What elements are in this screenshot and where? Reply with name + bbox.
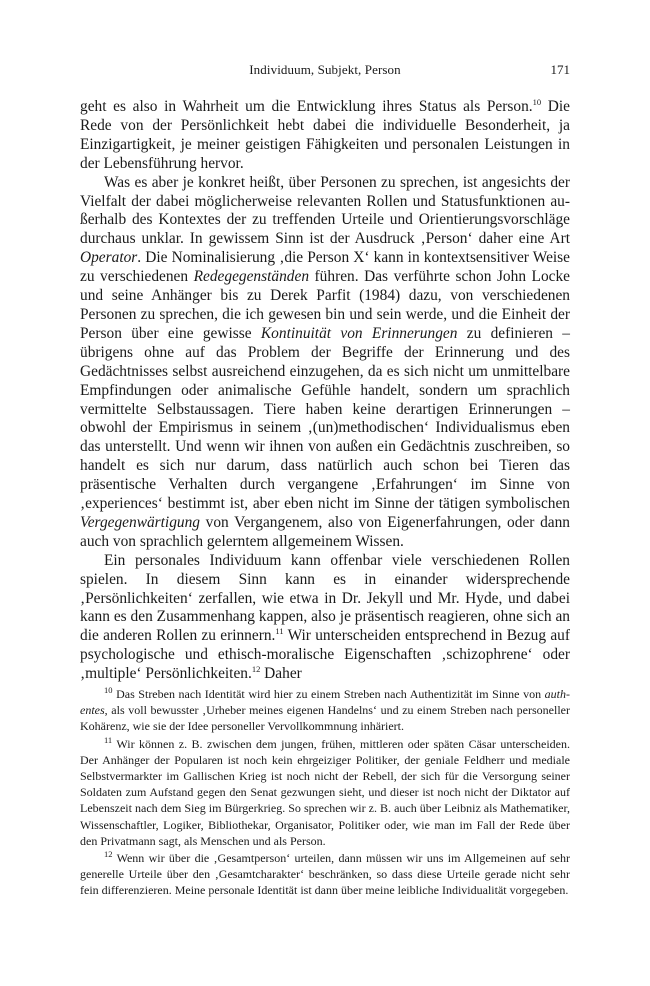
emphasis: Kontinuität von Erinnerungen [260, 324, 458, 342]
text-run: Die Rede von der Persönlichkeit hebt dabei die individuelle Besonderheit, ja Einzigartigkeit, je meiner geistigen Fähigkeiten und personalen Leistungen in der Lebensführung hervor. [80, 98, 570, 172]
text-run: Daher [260, 665, 302, 683]
paragraph-3 [80, 552, 570, 684]
text-run: zu definieren – übrigens ohne auf das Problem der Begriffe der Erinnerung und des Gedächtnisses selbst ausreichend einzugehen, da es sich nicht um unmittelbare Empfindungen oder animalische Gefühle handelt, sondern um sprachlich vermittelte Selbstaussagen. Tiere haben keine derartigen Erinnerungen – obwohl der Empirismus in seinem ‚(un)methodischen‘ Individualismus eben das unterstellt. Und wenn wir ihnen von außen ein Gedächtnis zuschreiben, so handelt es sich nur darum, dass natürlich auch schon bei Tieren das präsentische Verhalten durch vergangene ‚Erfahrungen‘ im Sinne von ‚experiences‘ bestimmt ist, aber eben nicht im Sinne der tätigen symbolischen [80, 324, 571, 513]
footnote-marker: 11 [275, 626, 284, 637]
text-run: von Vergangenem, also von Eigenerfahrungen, oder dann auch von sprachlich gelerntem allgemeinem Wissen. [80, 513, 570, 550]
running-title: Individuum, Subjekt, Person [249, 62, 401, 77]
footnote-text: Wenn wir über die ‚Gesamtperson‘ urteilen, dann müssen wir uns im Allgemeinen auf sehr generelle Urteile über den ‚Gesamtcharakter‘ beschränken, so dass diese Urteile gerade nicht sehr fein differenzieren. Meine personale Identität ist dann über meine leibliche Individualität vorgegeben. [80, 851, 570, 898]
footnote-11 [80, 736, 570, 849]
footnote-text: Wir können z. B. zwischen dem jungen, frühen, mittleren oder späten Cäsar unterscheiden. Der Anhänger der Popularen ist noch kein ehrgeiziger Politiker, der geniale Feldherr und mediale Selbstvermarkter im Gallischen Krieg ist noch nicht der Rebell, der sich für die Versorgung seiner Soldaten zum Aufstand gegen den Senat gezwungen sieht, und dieser ist noch nicht der Diktator auf Lebenszeit nach dem Sieg im Bürgerkrieg. So sprechen wir z. B. auch über Leibniz als Mathematiker, Wissenschaftler, Logiker, Bibliothekar, Organisator, Politiker oder, wie man im Fall der Rede über den Privatmann sagt, als Menschen und als Person. [80, 736, 570, 848]
paragraph-1 [80, 98, 570, 174]
footnote-number: 11 [104, 734, 113, 745]
main-text [80, 98, 570, 684]
text-run: Was es aber je konkret heißt, über Personen zu sprechen, ist angesichts der Vielfalt der dabei möglicherweise relevanten Rollen und Statusfunktionen außerhalb des Kontextes der zu treffenden Urteile und Orientierungsvorschläge durchaus unklar. In gewissem Sinn ist der Ausdruck ‚Person‘ daher eine Art [80, 173, 570, 248]
footnote-10 [80, 686, 570, 735]
footnote-text: Das Streben nach Identität wird hier zu einem Streben nach Authentizität im Sinne von [112, 687, 545, 701]
text-run: Wir unterscheiden entsprechend in Bezug auf psychologische und ethisch-moralische Eigenschaften ‚schizophrene‘ oder ‚multiple‘ Persönlichkeiten. [80, 627, 570, 683]
emphasis: authentes [80, 687, 570, 718]
footnote-text: , als voll bewusster ‚Urheber meines eigenen Handelns‘ und zu einem Streben nach personeller Kohärenz, wie sie der Idee personeller Vervollkommnung inhäriert. [80, 703, 570, 734]
running-header [80, 62, 570, 82]
text-run: Ein personales Individuum kann offenbar viele verschiedenen Rollen spielen. In diesem Sinn kann es in einander widersprechende ‚Persönlichkeiten‘ zerfallen, wie etwa in Dr. Jekyll und Mr. Hyde, und dabei kann es den Zusammenhang kappen, also je präsentisch reagieren, ohne sich an die anderen Rollen zu erinnern. [80, 551, 570, 645]
emphasis: Vergegenwärtigung [80, 513, 200, 531]
text-run: . Die Nominalisierung ‚die Person X‘ kann in kontextsensitiver Weise zu verschiedenen [80, 249, 570, 286]
text-run: geht es also in Wahrheit um die Entwicklung ihres Status als Person. [80, 98, 533, 115]
footnote-marker: 10 [532, 96, 542, 107]
emphasis: Redegegenständen [193, 268, 310, 286]
text-run: führen. Das verführte schon John Locke und seine Anhänger bis zu Derek Parfit (1984) dazu, von verschiedenen Personen zu sprechen, die ich gewesen bin und sein werde, und die Einheit der Person über eine gewisse [80, 268, 571, 342]
footnote-12 [80, 850, 570, 899]
footnote-marker: 12 [251, 664, 261, 675]
emphasis: Operator [80, 249, 138, 267]
paragraph-2 [80, 174, 570, 552]
footnote-number: 12 [104, 849, 113, 860]
footnote-number: 10 [104, 685, 113, 695]
footnotes [80, 686, 570, 899]
page-number: 171 [550, 62, 570, 77]
